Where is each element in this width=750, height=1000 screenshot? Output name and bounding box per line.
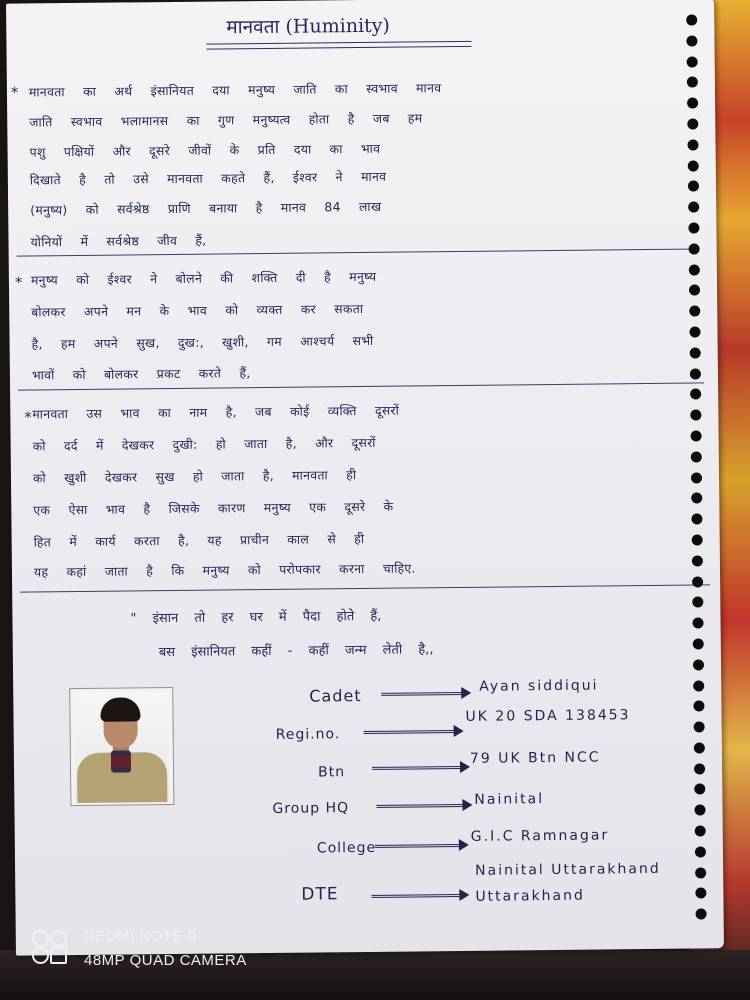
detail-value-dte: Nainital Uttarakhand	[475, 860, 661, 879]
paragraph-divider	[18, 382, 704, 390]
detail-label-regi-no: Regi.no.	[275, 726, 341, 743]
paragraph-1-line-2: जाति स्वभाव भलामानस का गुण मनुष्यत्व होता है जब हम	[29, 110, 423, 130]
paragraph-1-line-4: दिखाते है तो उसे मानवता कहते हैं, ईश्वर ने मानव	[29, 168, 387, 188]
detail-value-dte-line-2: Uttarakhand	[475, 887, 585, 905]
watermark-device: REDMI NOTE 9	[84, 928, 197, 945]
cadet-photo	[69, 687, 174, 806]
arrow-icon	[376, 801, 472, 810]
paragraph-3-line-5: हित में कार्य करता है, यह प्राचीन काल से ही	[33, 530, 365, 550]
paragraph-3-line-4: एक ऐसा भाव है जिसके कारण मनुष्य एक दूसरे के	[33, 498, 394, 518]
paragraph-2-line-2: बोलकर अपने मन के भाव को व्यक्त कर सकता	[31, 300, 364, 320]
paragraph-1-line-3: पशु पक्षियों और दूसरे जीवों के प्रति दया का भाव	[29, 140, 381, 160]
title-underline	[206, 41, 471, 50]
detail-label-cadet: Cadet	[309, 686, 362, 706]
paragraph-3-line-1: मानवता उस भाव का नाम है, जब कोई व्यक्ति दूसरों	[32, 402, 400, 422]
detail-value-cadet: Ayan siddiqui	[479, 677, 599, 695]
arrow-icon	[372, 763, 470, 772]
detail-value-group-hq: Nainital	[474, 791, 545, 808]
paragraph-1-line-6: योनियों में सर्वश्रेष्ठ जीव हैं,	[30, 232, 207, 250]
detail-label-group-hq: Group HQ	[272, 800, 350, 817]
detail-value-regi-no: UK 20 SDA 138453	[465, 707, 631, 725]
detail-label-btn: Btn	[318, 764, 346, 781]
quote-line-2: बस इंसानियत कहीं - कहीं जन्म लेती है,,	[158, 642, 434, 661]
detail-value-college: G.I.C Ramnagar	[470, 827, 610, 845]
paragraph-2-line-4: भावों को बोलकर प्रकट करते हैं,	[31, 365, 251, 383]
paragraph-2-line-1: मनुष्य को ईश्वर ने बोलने की शक्ति दी है मनुष्य	[30, 268, 377, 288]
arrow-icon	[364, 727, 464, 736]
bullet-marker: *	[14, 273, 23, 292]
arrow-icon	[371, 891, 469, 900]
watermark-camera: 48MP QUAD CAMERA	[84, 952, 247, 969]
arrow-icon	[375, 841, 469, 850]
spiral-holes	[686, 14, 710, 929]
detail-label-college: College	[316, 839, 377, 857]
detail-value-btn: 79 UK Btn NCC	[469, 749, 601, 767]
paragraph-divider	[20, 584, 710, 592]
paragraph-3-line-3: को खुशी देखकर सुख हो जाता है, मानवता ही	[32, 467, 357, 486]
detail-label-dte: DTE	[301, 884, 339, 905]
paragraph-2-line-3: है, हम अपने सुख, दुख:, खुशी, गम आश्चर्य सभी	[31, 332, 374, 352]
camera-logo-icon	[32, 930, 72, 964]
bullet-marker: *	[24, 408, 32, 427]
paragraph-3-line-6: यह कहां जाता है कि मनुष्य को परोपकार करना चाहिए.	[33, 560, 416, 580]
arrow-icon	[381, 689, 471, 698]
notebook-page	[6, 0, 724, 956]
paragraph-divider	[17, 248, 699, 256]
paragraph-1-line-5: (मनुष्य) को सर्वश्रेष्ठ प्राणि बनाया है मानव 84 लाख	[30, 198, 382, 218]
paragraph-1-line-1: मानवता का अर्थ इंसानियत दया मनुष्य जाति का स्वभाव मानव	[28, 80, 442, 100]
bullet-marker: *	[10, 83, 19, 102]
paragraph-3-line-2: को दर्द में देखकर दुखी: हो जाता है, और दूसरों	[32, 434, 376, 454]
quote-line-1: " इंसान तो हर घर में पैदा होते हैं,	[130, 608, 382, 627]
page-title: मानवता (Huminity)	[226, 14, 390, 39]
